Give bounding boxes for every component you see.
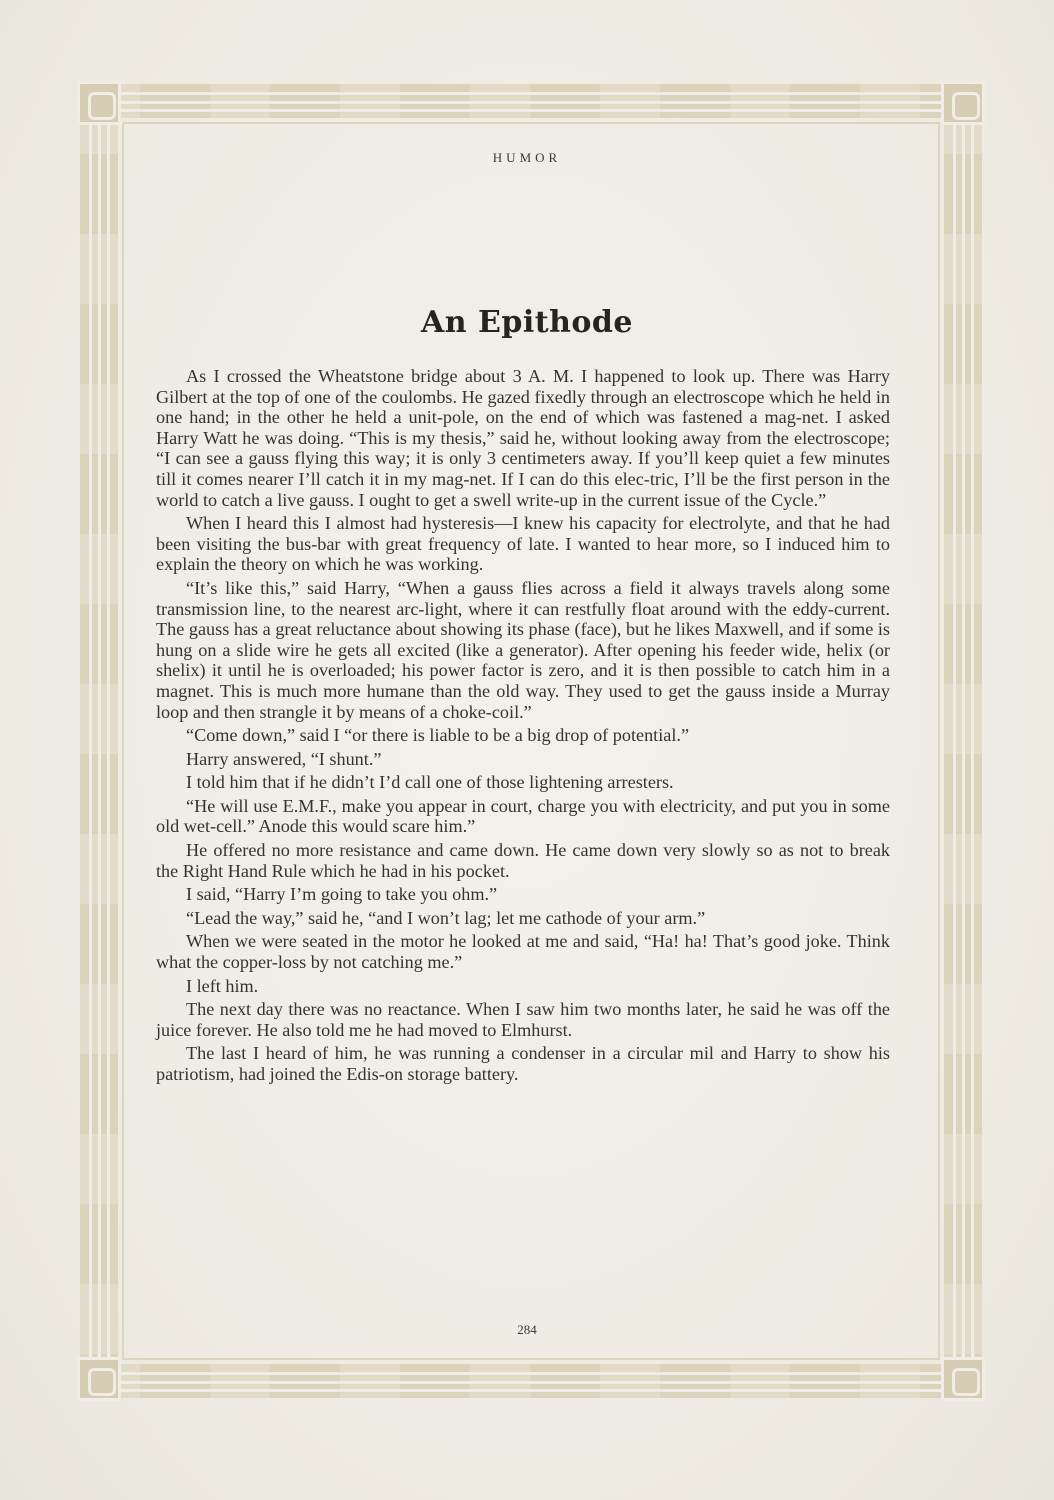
border-right-band <box>944 84 982 1398</box>
paragraph: When we were seated in the motor he looked at me and said, “Ha! ha! That’s good joke. Think what the copper-loss by not catching me.” <box>156 931 890 973</box>
border-bottom-band <box>80 1364 982 1398</box>
paragraph: “Lead the way,” said he, “and I won’t lag; let me cathode of your arm.” <box>186 907 706 928</box>
paragraph: The next day there was no reactance. When I saw him two months later, he said he was off the juice forever. He also told me he had moved to Elmhurst. <box>156 999 890 1040</box>
paragraph: “He will use E.M.F., make you appear in court, charge you with electricity, and put you in some old wet-cell.” Anode this would scare him.” <box>156 795 890 837</box>
paragraph: When I heard this I almost had hysteresis—I knew his capacity for electrolyte, and that he had been visiting the bus-bar with great frequency of late. I wanted to hear more, so I induced him to explain the theory on which he was working. <box>156 513 890 575</box>
running-head: HUMOR <box>492 150 562 165</box>
paragraph: I said, “Harry I’m going to take you ohm.” <box>186 884 498 905</box>
article-body <box>156 366 890 1088</box>
corner-ornament-bottom-right <box>941 1357 985 1401</box>
paragraph: I told him that if he didn’t I’d call one of those lightening arresters. <box>186 772 674 793</box>
paragraph: The last I heard of him, he was running a condenser in a circular mil and Harry to show his patriotism, had joined the Edis-on storage battery. <box>156 1043 890 1084</box>
page-number: 284 <box>517 1322 537 1337</box>
paragraph: He offered no more resistance and came down. He came down very slowly so as not to break the Right Hand Rule which he had in his pocket. <box>156 840 890 881</box>
paragraph: “It’s like this,” said Harry, “When a gauss flies across a field it always travels along some transmission line, to the nearest arc-light, where it can restfully float around with the eddy-current. The gauss has a great reluctance about showing its phase (face), but he likes Maxwell, and if some is hung on a slide wire he gets all excited (like a generator). After opening his feeder wide, helix (or shelix) it until he is overloaded; his power factor is zero, and it is then possible to catch him in a magnet. This is much more humane than the old way. They used to get the gauss inside a Murray loop and then strangle it by means of a choke-coil.” <box>156 577 890 722</box>
corner-ornament-bottom-left <box>77 1357 121 1401</box>
corner-ornament-top-left <box>77 81 121 125</box>
paragraph: I left him. <box>186 975 259 996</box>
corner-ornament-top-right <box>941 81 985 125</box>
paragraph: “Come down,” said I “or there is liable to be a big drop of potential.” <box>186 725 690 746</box>
paragraph: Harry answered, “I shunt.” <box>186 748 382 769</box>
border-left-band <box>80 84 118 1398</box>
paragraph: As I crossed the Wheatstone bridge about 3 A. M. I happened to look up. There was Harry Gilbert at the top of one of the coulombs. He gazed fixedly through an electroscope which he held in one hand; in the other he held a unit-pole, on the end of which was fastened a mag-net. I asked Harry Watt he was doing. “This is my thesis,” said he, without looking away from the electroscope; “I can see a gauss flying this way; it is only 3 centimeters away. If you’ll keep quiet a few minutes till it comes nearer I’ll catch it in my mag-net. If I can do this elec-tric, I’ll be the first person in the world to catch a live gauss. I ought to get a swell write-up in the current issue of the Cycle.” <box>156 366 890 510</box>
border-top-band <box>80 84 982 118</box>
article-title: An Epithode <box>420 305 633 340</box>
